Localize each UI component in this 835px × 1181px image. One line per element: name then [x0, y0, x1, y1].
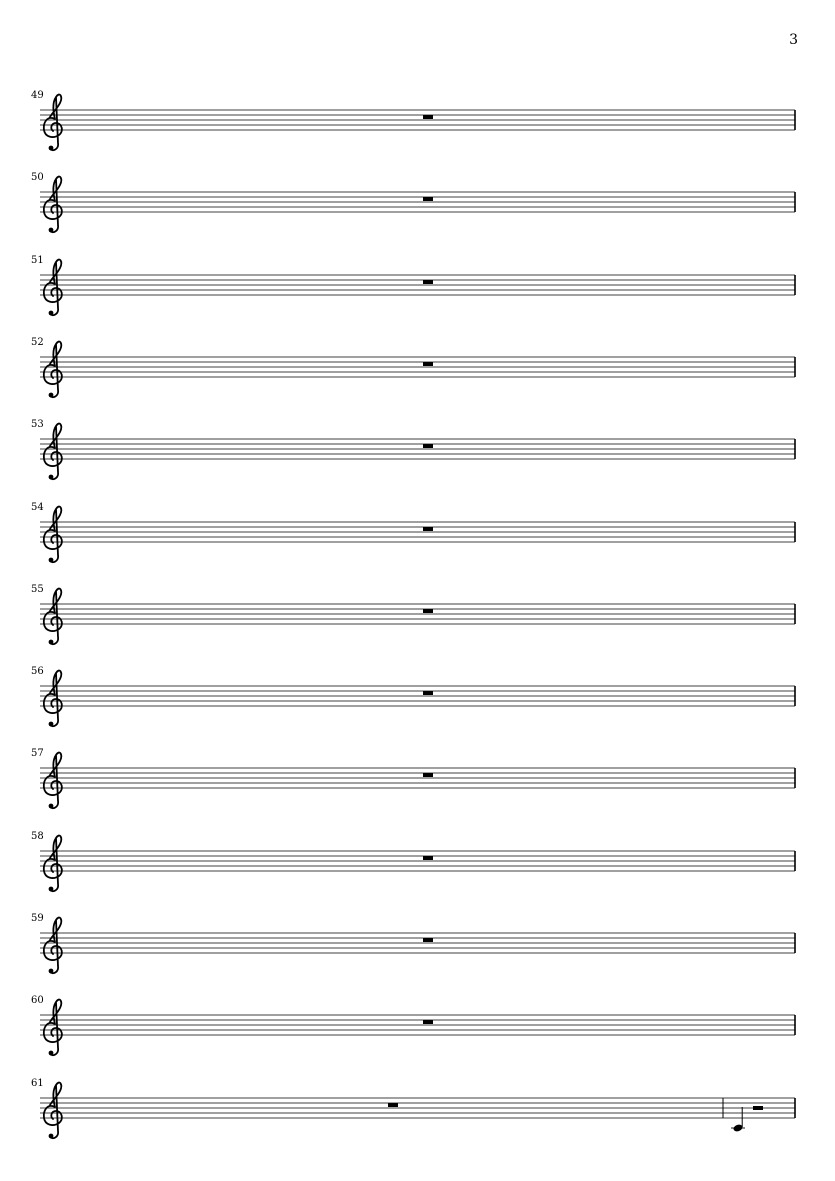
staff: [0, 255, 835, 325]
measure-number: 49: [31, 90, 44, 101]
staff-system: [0, 584, 835, 654]
measure-number: 57: [31, 748, 44, 759]
staff: [0, 1078, 835, 1148]
treble-clef-icon: [44, 95, 62, 151]
staff: [0, 419, 835, 489]
treble-clef-icon: [44, 507, 62, 563]
staff: [0, 502, 835, 572]
staff: [0, 831, 835, 901]
treble-clef-icon: [44, 260, 62, 316]
treble-clef-icon: [44, 424, 62, 480]
whole-rest-icon: [423, 938, 433, 942]
whole-rest-icon: [423, 691, 433, 695]
treble-clef-icon: [44, 671, 62, 727]
staff-system: [0, 172, 835, 242]
staff: [0, 913, 835, 983]
staff-system: [0, 913, 835, 983]
staff-system: [0, 255, 835, 325]
whole-rest-icon: [423, 197, 433, 201]
staff-system: [0, 666, 835, 736]
staff-system: [0, 748, 835, 818]
staff-system: [0, 995, 835, 1065]
treble-clef-icon: [44, 918, 62, 974]
treble-clef-icon: [44, 1000, 62, 1056]
measure-number: 50: [31, 172, 44, 183]
measure-number: 60: [31, 995, 44, 1006]
whole-rest-icon: [423, 115, 433, 119]
staff: [0, 172, 835, 242]
treble-clef-icon: [44, 1083, 62, 1139]
staff: [0, 666, 835, 736]
half-rest-icon: [753, 1106, 763, 1110]
measure-number: 58: [31, 831, 44, 842]
staff: [0, 995, 835, 1065]
staff-system: [0, 1078, 835, 1148]
staff: [0, 90, 835, 160]
whole-rest-icon: [388, 1103, 398, 1107]
whole-rest-icon: [423, 362, 433, 366]
measure-number: 56: [31, 666, 44, 677]
measure-number: 59: [31, 913, 44, 924]
treble-clef-icon: [44, 177, 62, 233]
treble-clef-icon: [44, 589, 62, 645]
treble-clef-icon: [44, 836, 62, 892]
whole-rest-icon: [423, 1020, 433, 1024]
whole-rest-icon: [423, 280, 433, 284]
staff-system: [0, 502, 835, 572]
whole-rest-icon: [423, 609, 433, 613]
treble-clef-icon: [44, 753, 62, 809]
whole-rest-icon: [423, 856, 433, 860]
staff-system: [0, 419, 835, 489]
whole-rest-icon: [423, 527, 433, 531]
measure-number: 61: [31, 1078, 44, 1089]
staff-system: [0, 831, 835, 901]
measure-number: 55: [31, 584, 44, 595]
measure-number: 51: [31, 255, 44, 266]
staff-system: [0, 90, 835, 160]
staff: [0, 337, 835, 407]
staff-system: [0, 337, 835, 407]
page-number: 3: [789, 32, 798, 48]
measure-number: 54: [31, 502, 44, 513]
staff: [0, 748, 835, 818]
measure-number: 53: [31, 419, 44, 430]
whole-rest-icon: [423, 773, 433, 777]
treble-clef-icon: [44, 342, 62, 398]
measure-number: 52: [31, 337, 44, 348]
staff: [0, 584, 835, 654]
whole-rest-icon: [423, 444, 433, 448]
